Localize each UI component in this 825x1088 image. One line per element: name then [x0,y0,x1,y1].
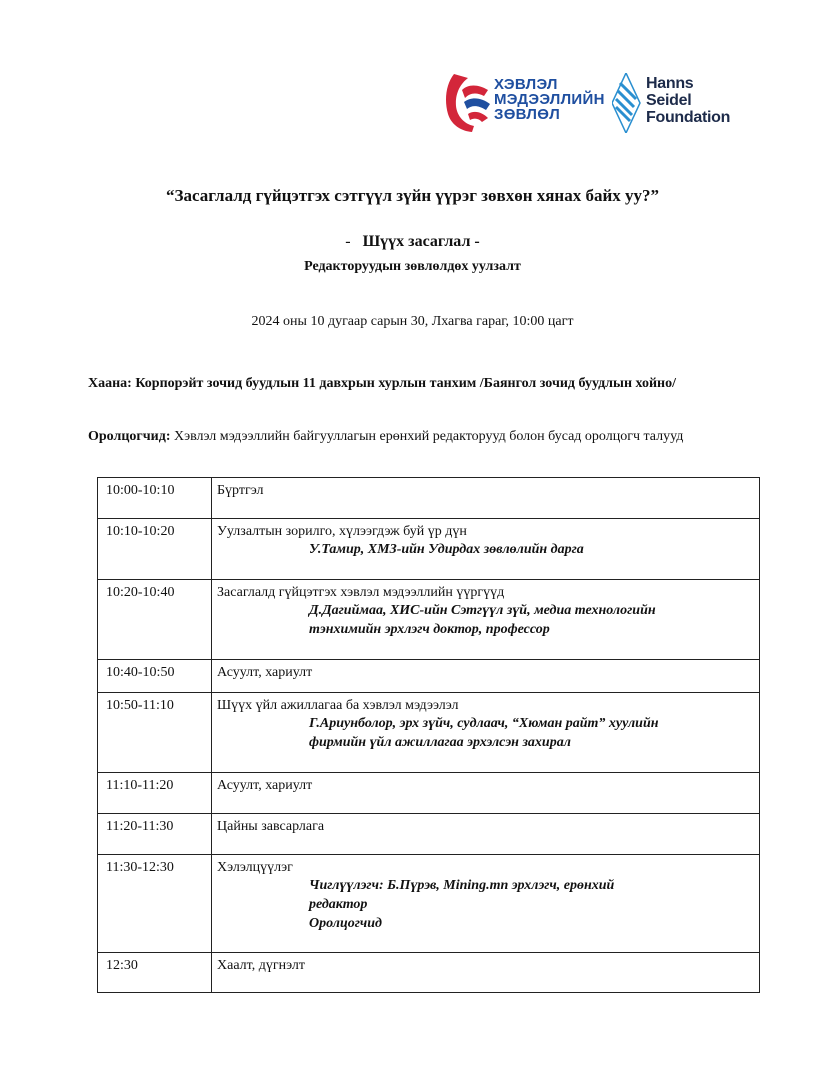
schedule-speaker: Д.Дагиймаа, ХИС-ийн Сэтгүүл зүй, медиа технологийн [309,603,656,618]
schedule-time: 10:10-10:20 [98,519,212,580]
schedule-time: 10:20-10:40 [98,580,212,660]
press-council-logo-icon [444,70,492,134]
schedule-row [98,660,760,693]
schedule-row [98,693,760,773]
schedule-speaker: Чиглүүлэгч: Б.Пүрэв, Mining.mn эрхлэгч, ерөнхий [309,878,615,893]
schedule-activity: Бүртгэл [217,483,264,498]
participants-label: Оролцогчид: [88,429,171,444]
schedule-activity-cell [212,478,760,519]
schedule-activity: Хаалт, дүгнэлт [217,958,305,973]
schedule-activity: Хэлэлцүүлэг [217,860,293,875]
schedule-activity-cell [212,814,760,855]
schedule-time: 10:40-10:50 [98,660,212,693]
schedule-speaker: Г.Ариунболор, эрх зүйч, судлаач, “Хюман райт” хуулийн [309,716,659,731]
schedule-activity: Асуулт, хариулт [217,665,313,680]
schedule-activity: Цайны завсарлага [217,819,325,834]
press-council-line: МЭДЭЭЛЛИЙН [494,91,605,108]
schedule-time: 12:30 [98,953,212,993]
hsf-line: Seidel [646,92,692,109]
schedule-speaker: тэнхимийн эрхлэгч доктор, профессор [309,622,550,637]
schedule-activity-cell [212,693,760,773]
schedule-row [98,478,760,519]
schedule-activity-cell [212,953,760,993]
schedule-time: 11:30-12:30 [98,855,212,953]
participants-text: Хэвлэл мэдээллийн байгууллагын ерөнхий редакторууд болон бусад оролцогч талууд [170,429,684,444]
schedule-activity-cell [212,855,760,953]
schedule-row [98,814,760,855]
logos-header [444,70,744,136]
schedule-time: 10:50-11:10 [98,693,212,773]
schedule-speaker: Оролцогчид [309,916,382,931]
schedule-activity: Шүүх үйл ажиллагаа ба хэвлэл мэдээлэл [217,698,459,713]
press-council-name [494,77,605,122]
press-council-line: ХЭВЛЭЛ [494,76,558,93]
hsf-line: Hanns [646,75,694,92]
schedule-activity-cell [212,773,760,814]
venue-paragraph: Хаана: Корпорэйт зочид буудлын 11 давхрын хурлын танхим /Баянгол зочид буудлын хойно/ [88,376,676,391]
subtitle-text: Шүүх засаглал - [362,233,480,250]
schedule-activity: Асуулт, хариулт [217,778,313,793]
schedule-row [98,773,760,814]
schedule-activity-cell [212,660,760,693]
schedule-row [98,855,760,953]
subtitle-dash: - [345,233,351,250]
schedule-activity-cell [212,519,760,580]
schedule-row [98,953,760,993]
schedule-activity-cell [212,580,760,660]
schedule-time: 11:10-11:20 [98,773,212,814]
schedule-time: 10:00-10:10 [98,478,212,519]
hanns-seidel-name [646,75,730,126]
schedule-row [98,580,760,660]
document-title: “Засаглалд гүйцэтгэх сэтгүүл зүйн үүрэг зөвхөн хянах байх уу?” [165,186,660,205]
schedule-table [97,477,760,993]
hsf-line: Foundation [646,109,731,126]
press-council-line: ЗӨВЛӨЛ [494,106,561,123]
schedule-activity: Уулзалтын зорилго, хүлээгдэж буй үр дүн [217,524,467,539]
meeting-type: Редакторуудын зөвлөлдөх уулзалт [304,259,521,274]
schedule-time: 11:20-11:30 [98,814,212,855]
meeting-date: 2024 оны 10 дугаар сарын 30, Лхагва гараг, 10:00 цагт [251,314,574,329]
schedule-speaker: У.Тамир, ХМЗ-ийн Удирдах зөвлөлийн дарга [309,542,584,557]
hanns-seidel-logo-icon [612,73,642,133]
participants-paragraph [88,428,736,446]
schedule-row [98,519,760,580]
document-subtitle [0,233,825,251]
schedule-speaker: фирмийн үйл ажиллагаа эрхэлсэн захирал [309,735,571,750]
schedule-speaker: редактор [309,897,368,912]
schedule-activity: Засаглалд гүйцэтгэх хэвлэл мэдээллийн үүргүүд [217,585,505,600]
